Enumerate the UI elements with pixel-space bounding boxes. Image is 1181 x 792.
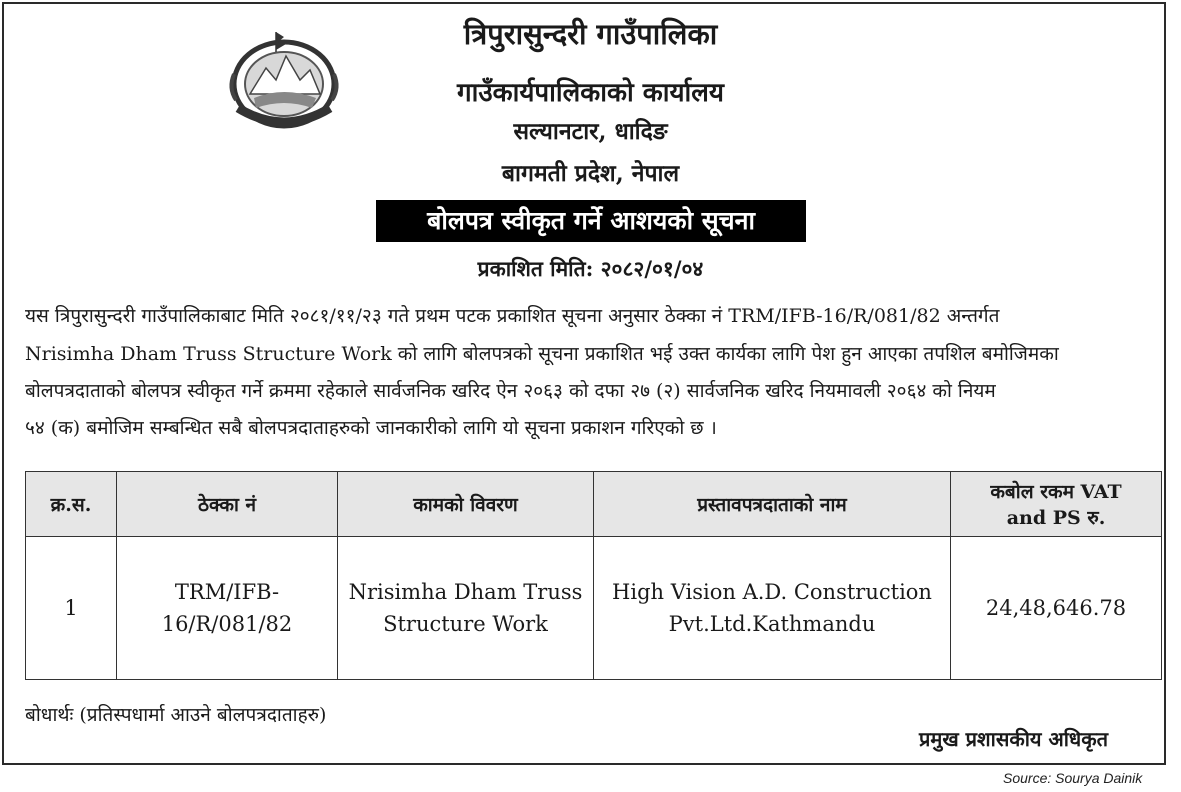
municipality-name: त्रिपुरासुन्दरी गाउँपालिका [463,17,718,51]
notice-body-line: Nrisimha Dham Truss Structure Work को लागि बोलपत्रको सूचना प्रकाशित भई उक्त कार्यका लागि पेश हुन आएका तपशिल बमोजिमका [25,343,1059,365]
office-location: सल्यानटार, धादिङ [513,118,668,145]
bidder-name-line1: High Vision A.D. Construction [612,580,932,604]
published-date: प्रकाशित मिति: २०८२/०१/०४ [477,256,704,281]
work-description-line2: Structure Work [383,612,548,636]
cell-bid-amount: 24,48,646.78 [951,537,1162,680]
cell-bidder-name [594,537,951,680]
header-work-description: कामको विवरण [338,472,594,537]
notice-title: बोलपत्र स्वीकृत गर्ने आशयको सूचना [376,200,806,242]
contract-number-line2: 16/R/081/82 [161,612,293,636]
cell-contract-number [117,537,338,680]
cell-serial-number: 1 [26,537,117,680]
signatory-title: प्रमुख प्रशासकीय अधिकृत [919,727,1108,751]
notice-body-line: ५४ (क) बमोजिम सम्बन्धित सबै बोलपत्रदाताहरुको जानकारीको लागि यो सूचना प्रकाशन गरिएको छ । [25,417,717,439]
source-credit: Source: Sourya Dainik [1003,770,1143,786]
header-bid-amount [951,472,1162,537]
header-bidder-name: प्रस्तावपत्रदाताको नाम [594,472,951,537]
attention-note: बोधार्थः (प्रतिस्पधार्मा आउने बोलपत्रदाताहरु) [25,704,327,726]
notice-body-line: बोलपत्रदाताको बोलपत्र स्वीकृत गर्ने क्रममा रहेकाले सार्वजनिक खरिद ऐन २०६३ को दफा २७ (२) सार्वजनिक खरिद नियमावली २०६४ को नियम [25,380,996,402]
office-province: बागमती प्रदेश, नेपाल [501,160,680,187]
header-contract-number: ठेक्का नं [117,472,338,537]
table-row [26,537,1162,680]
office-name: गाउँकार्यपालिकाको कार्यालय [457,78,724,108]
cell-work-description [338,537,594,680]
bidder-name-line2: Pvt.Ltd.Kathmandu [668,612,876,636]
header-serial-number: क्र.स. [26,472,117,537]
table-header-row [26,472,1162,537]
notice-body-line: यस त्रिपुरासुन्दरी गाउँपालिकाबाट मिति २०८१/११/२३ गते प्रथम पटक प्रकाशित सूचना अनुसार ठेक्का नं TRM/IFB-16/R/081/82 अन्तर्गत [25,305,1000,327]
header-bid-amount-line2: and PS रु. [1006,507,1106,529]
work-description-line1: Nrisimha Dham Truss [348,580,583,604]
bid-table [25,471,1162,680]
contract-number-line1: TRM/IFB- [174,580,280,604]
header-bid-amount-line1: कबोल रकम VAT [990,481,1122,503]
